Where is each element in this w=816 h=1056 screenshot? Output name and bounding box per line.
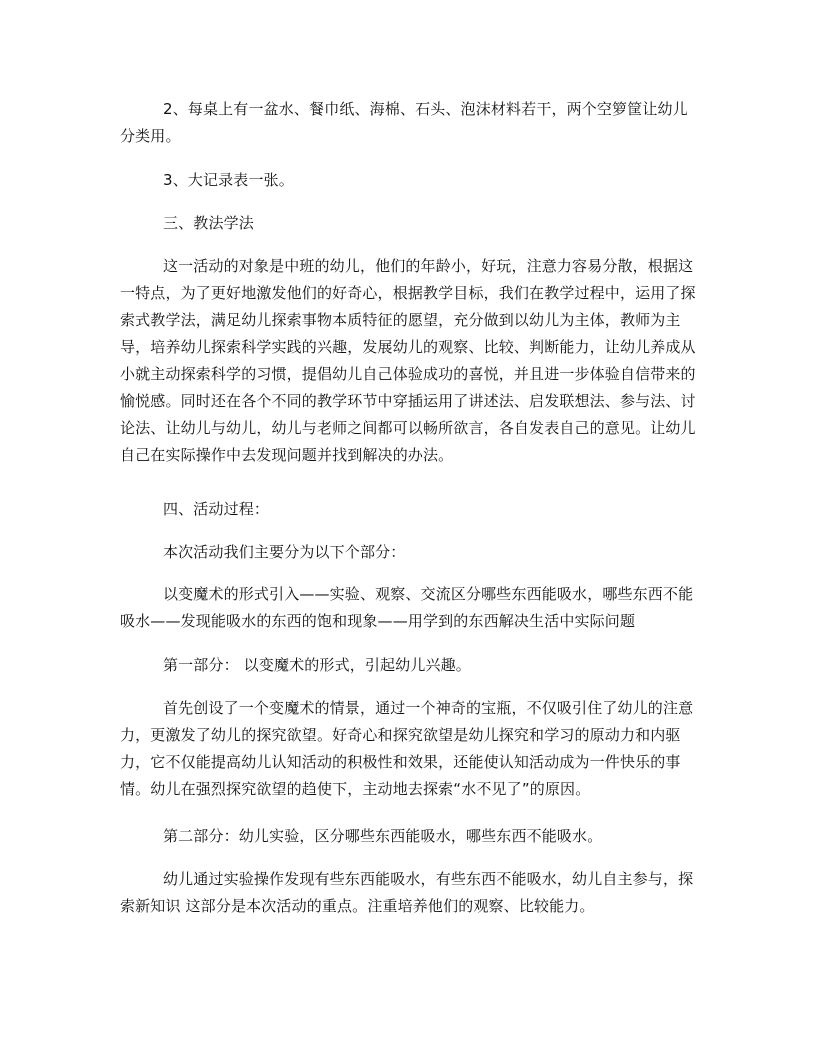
paragraph-materials-item-3: 3、大记录表一张。 bbox=[163, 171, 294, 189]
paragraph-materials-item-2: 2、每桌上有一盆水、餐巾纸、海棉、石头、泡沫材料若干，两个空箩筐让幼儿分类用。 bbox=[120, 100, 688, 145]
heading-part-one: 第一部分： 以变魔术的形式，引起幼儿兴趣。 bbox=[163, 656, 471, 674]
heading-part-two: 第二部分：幼儿实验，区分哪些东西能吸水，哪些东西不能吸水。 bbox=[163, 827, 603, 845]
heading-activity-process: 四、活动过程： bbox=[163, 500, 270, 518]
paragraph-part-two: 幼儿通过实验操作发现有些东西能吸水，有些东西不能吸水，幼儿自主参与，探索新知识 这部分是本次活动的重点。注重培养他们的观察、比较能力。 bbox=[120, 870, 694, 915]
heading-teaching-methods: 三、教法学法 bbox=[163, 214, 254, 232]
paragraph-part-one: 首先创设了一个变魔术的情景，通过一个神奇的宝瓶，不仅吸引住了幼儿的注意力，更激发了幼儿的探究欲望。好奇心和探究欲望是幼儿探究和学习的原动力和内驱力，它不仅能提高幼儿认知活动的积极性和效果，还能使认知活动成为一件快乐的事情。幼儿在强烈探究欲望的趋使下，主动地去探索“水不见了”的原因。 bbox=[120, 699, 694, 798]
paragraph-teaching-methods: 这一活动的对象是中班的幼儿，他们的年龄小，好玩，注意力容易分散，根据这一特点，为了更好地激发他们的好奇心，根据教学目标，我们在教学过程中，运用了探索式教学法，满足幼儿探索事物本质特征的愿望，充分做到以幼儿为主体，教师为主导，培养幼儿探索科学实践的兴趣，发展幼儿的观察、比较、判断能力，让幼儿养成从小就主动探索科学的习惯，提倡幼儿自己体验成功的喜悦，并且进一步体验自信带来的愉悦感。同时还在各个不同的教学环节中穿插运用了讲述法、启发联想法、参与法、讨论法、让幼儿与幼儿，幼儿与老师之间都可以畅所欲言，各自发表自己的意见。让幼儿自己在实际操作中去发现问题并找到解决的办法。 bbox=[120, 257, 696, 464]
paragraph-activity-flow: 以变魔术的形式引入——实验、观察、交流区分哪些东西能吸水，哪些东西不能吸水——发现能吸水的东西的饱和现象——用学到的东西解决生活中实际问题 bbox=[120, 585, 694, 630]
paragraph-activity-overview: 本次活动我们主要分为以下个部分： bbox=[163, 543, 406, 561]
